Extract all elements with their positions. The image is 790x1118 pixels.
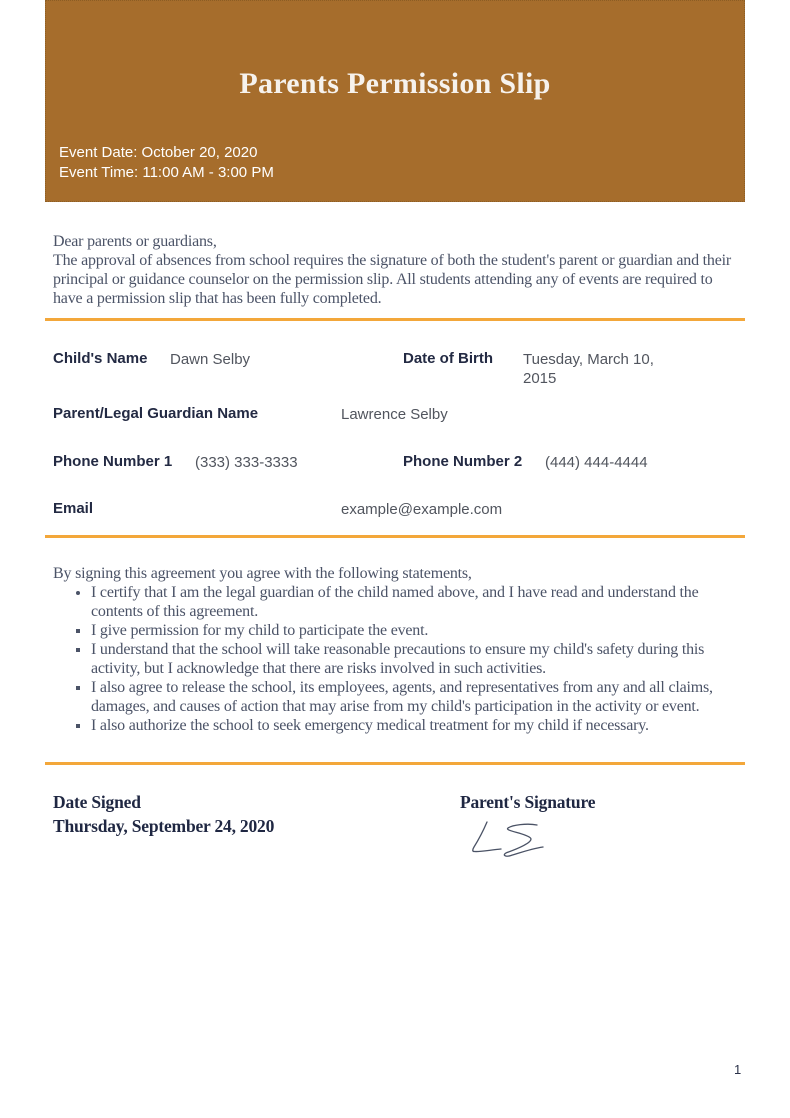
email-value: example@example.com	[341, 501, 503, 518]
agreement-intro: By signing this agreement you agree with the following statements,	[53, 565, 472, 582]
agreement-item: ▪ I give permission for my child to participate the event.	[91, 621, 747, 640]
event-date: Event Date: October 20, 2020	[59, 144, 258, 161]
agreement-section	[53, 564, 747, 735]
phone-number-2-label: Phone Number 2	[403, 453, 523, 470]
section-divider	[45, 762, 745, 765]
guardian-name-label: Parent/Legal Guardian Name	[53, 405, 259, 422]
phone-number-1-value: (333) 333-3333	[195, 454, 298, 471]
event-time: Event Time: 11:00 AM - 3:00 PM	[59, 164, 274, 181]
event-info	[59, 143, 274, 183]
agreement-item: ▪ I also authorize the school to seek emergency medical treatment for my child if necessary.	[91, 716, 747, 735]
agreement-item: ▪ I understand that the school will take reasonable precautions to ensure my child's safety during this activity, but I acknowledge that there are risks involved in such activities.	[91, 640, 747, 678]
intro-paragraph	[53, 232, 745, 308]
intro-greeting: Dear parents or guardians,	[53, 233, 217, 250]
agreement-item: ▪ I also agree to release the school, its employees, agents, and representatives from any and all claims, damages, and causes of action that may arise from my child's participation in the activity or event.	[91, 678, 747, 716]
document-header	[45, 0, 745, 202]
section-divider	[45, 318, 745, 321]
agreement-item: • I certify that I am the legal guardian of the child named above, and I have read and understand the contents of this agreement.	[91, 583, 747, 621]
date-of-birth-value: Tuesday, March 10, 2015	[523, 351, 654, 387]
date-signed-label: Date Signed	[53, 792, 141, 812]
agreement-list	[53, 583, 747, 735]
phone-number-1-label: Phone Number 1	[53, 453, 173, 470]
parents-signature-label: Parent's Signature	[460, 792, 596, 812]
phone-number-2-value: (444) 444-4444	[545, 454, 648, 471]
childs-name-label: Child's Name	[53, 350, 148, 367]
page-number: 1	[734, 1062, 742, 1077]
date-of-birth-label: Date of Birth	[403, 350, 493, 367]
signature-image	[457, 811, 557, 863]
intro-body: The approval of absences from school requires the signature of both the student's parent or guardian and their principal or guidance counselor on the permission slip. All students attending any of events are required to have a permission slip that has been fully completed.	[53, 252, 731, 307]
page-title: Parents Permission Slip	[239, 67, 551, 100]
date-signed-value: Thursday, September 24, 2020	[53, 816, 275, 836]
section-divider	[45, 535, 745, 538]
guardian-name-value: Lawrence Selby	[341, 406, 448, 423]
email-label: Email	[53, 500, 94, 517]
childs-name-value: Dawn Selby	[170, 351, 251, 368]
